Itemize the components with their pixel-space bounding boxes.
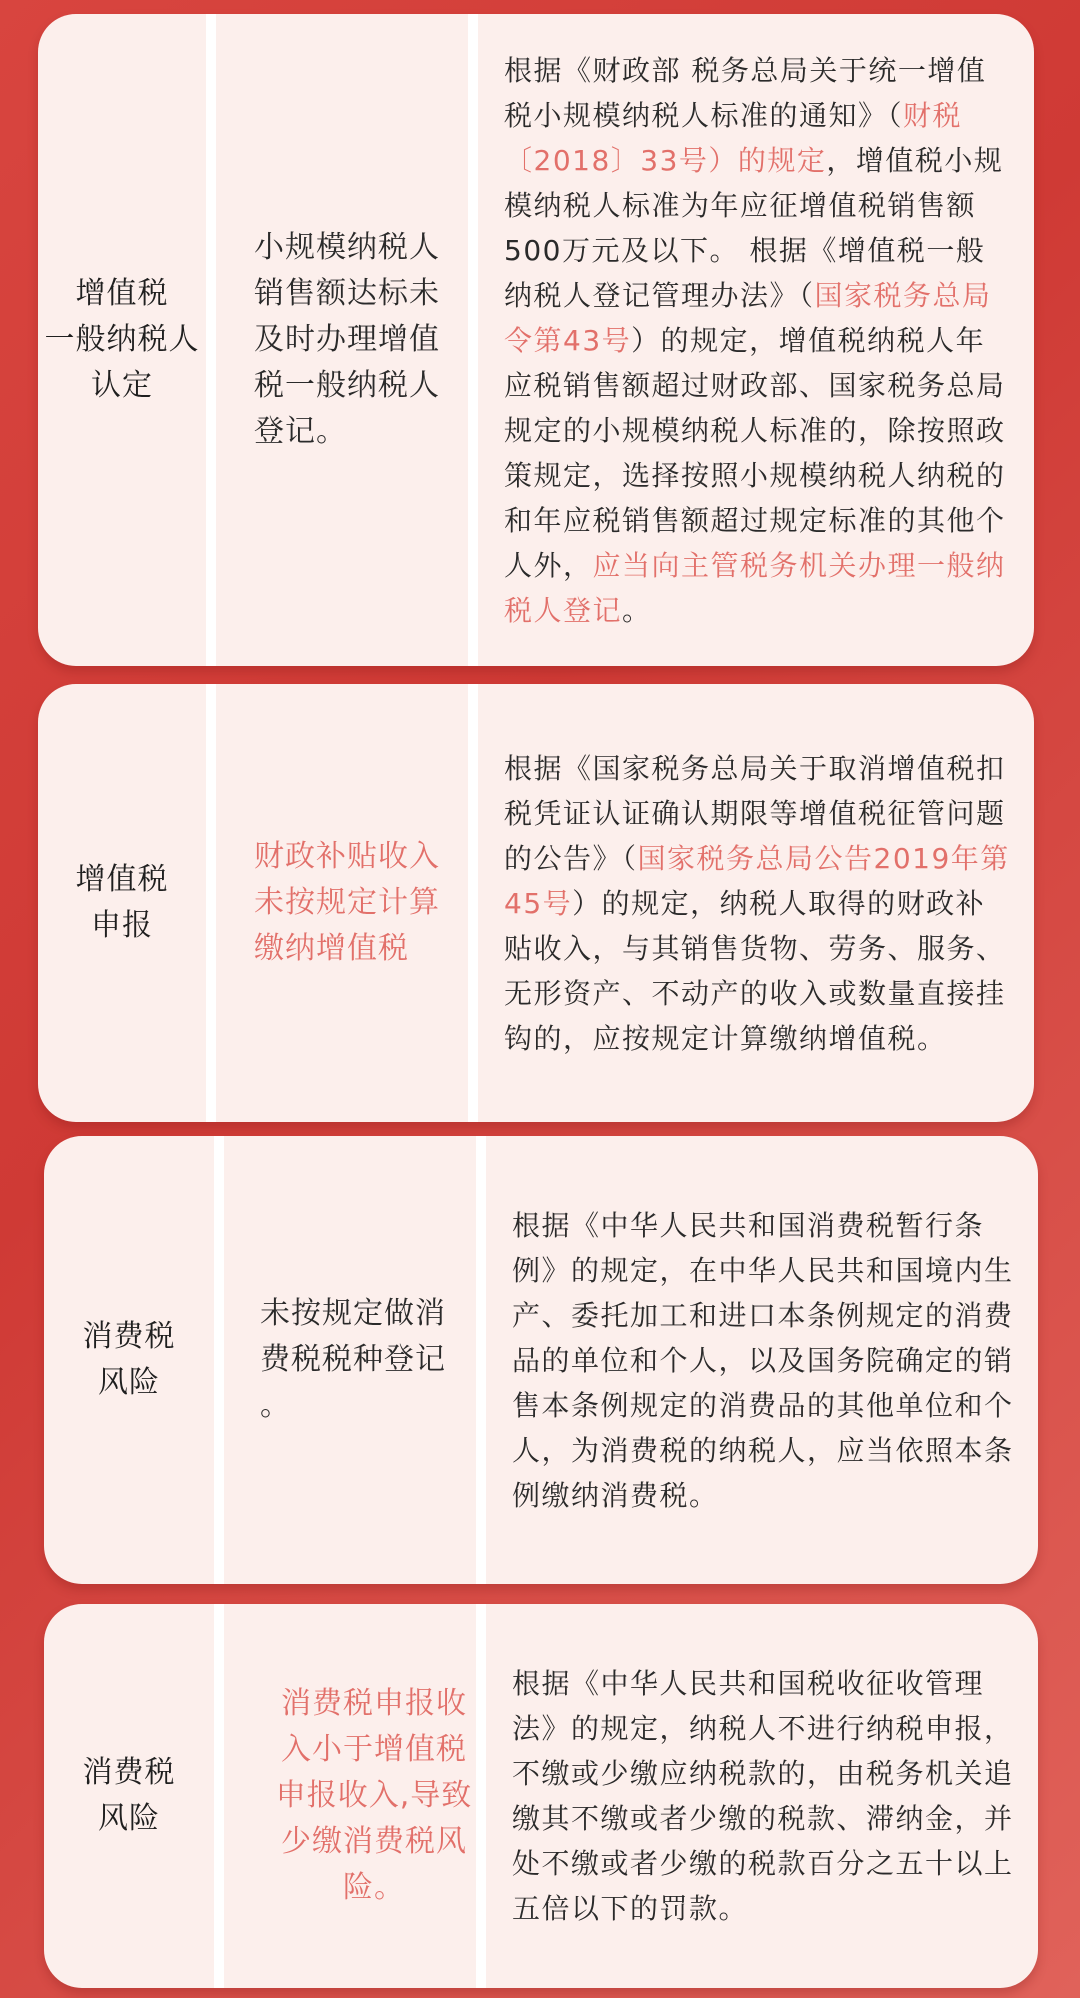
- row-card-vat-filing: [38, 684, 1034, 1122]
- basis-segment: 根据《国家税务总局关于取消增值税扣税凭证认证确认期限等增值税征管问题的公告》（: [504, 751, 1006, 875]
- basis-highlight: 国家税务总局公告2019年第45号: [504, 841, 1010, 920]
- category-label: 增值税 申报: [75, 862, 169, 943]
- basis-segment: 根据《中华人民共和国消费税暂行条例》的规定，在中华人民共和国境内生产、委托加工和进口本条例规定的消费品的单位和个人，以及国务院确定的销售本条例规定的消费品的其他单位和个人，为消费税的纳税人，应当依照本条例缴纳消费税。: [512, 1208, 1014, 1512]
- basis-segment: 。: [622, 593, 652, 627]
- risk-cell: [224, 1604, 514, 1988]
- basis-text: [512, 1661, 1018, 1931]
- column-divider: [206, 684, 216, 1122]
- category-cell: [38, 14, 206, 666]
- basis-segment: 根据《财政部 税务总局关于统一增值税小规模纳税人标准的通知》（: [504, 53, 987, 132]
- risk-cell: [216, 14, 508, 666]
- risk-text: 消费税申报收 入小于增值税 申报收入,导致 少缴消费税风 险。: [275, 1686, 473, 1905]
- category-cell: [38, 684, 206, 1122]
- category-cell: [44, 1136, 214, 1584]
- row-card-vat-general-taxpayer: [38, 14, 1034, 666]
- basis-cell: [486, 1604, 1038, 1988]
- basis-segment: ）的规定，纳税人取得的财政补贴收入，与其销售货物、劳务、服务、无形资产、不动产的收入或数量直接挂钩的，应按规定计算缴纳增值税。: [504, 886, 1006, 1055]
- column-divider: [468, 684, 478, 1122]
- risk-text: 未按规定做消 费税税种登记 。: [260, 1296, 446, 1423]
- column-divider: [214, 1136, 224, 1584]
- basis-segment: ，增值税小规模纳税人标准为年应征增值税销售额500万元及以下。 根据《增值税一般纳税人登记管理办法》（: [504, 143, 1004, 312]
- risk-text: 财政补贴收入 未按规定计算 缴纳增值税: [254, 839, 440, 966]
- category-label: 消费税 风险: [82, 1755, 176, 1836]
- category-cell: [44, 1604, 214, 1988]
- column-divider: [206, 14, 216, 666]
- basis-text: [512, 1203, 1018, 1518]
- risk-text: 小规模纳税人 销售额达标未 及时办理增值 税一般纳税人 登记。: [254, 230, 440, 449]
- basis-text: [504, 48, 1014, 633]
- basis-highlight: 应当向主管税务机关办理一般纳税人登记: [504, 548, 1006, 627]
- basis-cell: [478, 14, 1034, 666]
- risk-cell: [224, 1136, 514, 1584]
- risk-cell: [216, 684, 508, 1122]
- basis-segment: ）的规定，增值税纳税人年应税销售额超过财政部、国家税务总局规定的小规模纳税人标准的，除按照政策规定，选择按照小规模纳税人纳税的和年应税销售额超过规定标准的其他个人外，: [504, 323, 1006, 582]
- basis-highlight: 国家税务总局令第43号: [504, 278, 992, 357]
- basis-cell: [478, 684, 1034, 1122]
- basis-cell: [486, 1136, 1038, 1584]
- basis-segment: 根据《中华人民共和国税收征收管理法》的规定，纳税人不进行纳税申报，不缴或少缴应纳税款的，由税务机关追缴其不缴或者少缴的税款、滞纳金，并处不缴或者少缴的税款百分之五十以上五倍以下的罚款。: [512, 1667, 1014, 1925]
- row-card-consumption-tax-underreporting: [44, 1604, 1038, 1988]
- column-divider: [476, 1136, 486, 1584]
- category-label: 增值税 一般纳税人 认定: [44, 276, 200, 403]
- category-label: 消费税 风险: [82, 1319, 176, 1400]
- column-divider: [476, 1604, 486, 1988]
- column-divider: [468, 14, 478, 666]
- basis-highlight: 财税〔2018〕33号）的规定: [504, 98, 963, 177]
- basis-text: [504, 746, 1014, 1061]
- column-divider: [214, 1604, 224, 1988]
- row-card-consumption-tax-registration: [44, 1136, 1038, 1584]
